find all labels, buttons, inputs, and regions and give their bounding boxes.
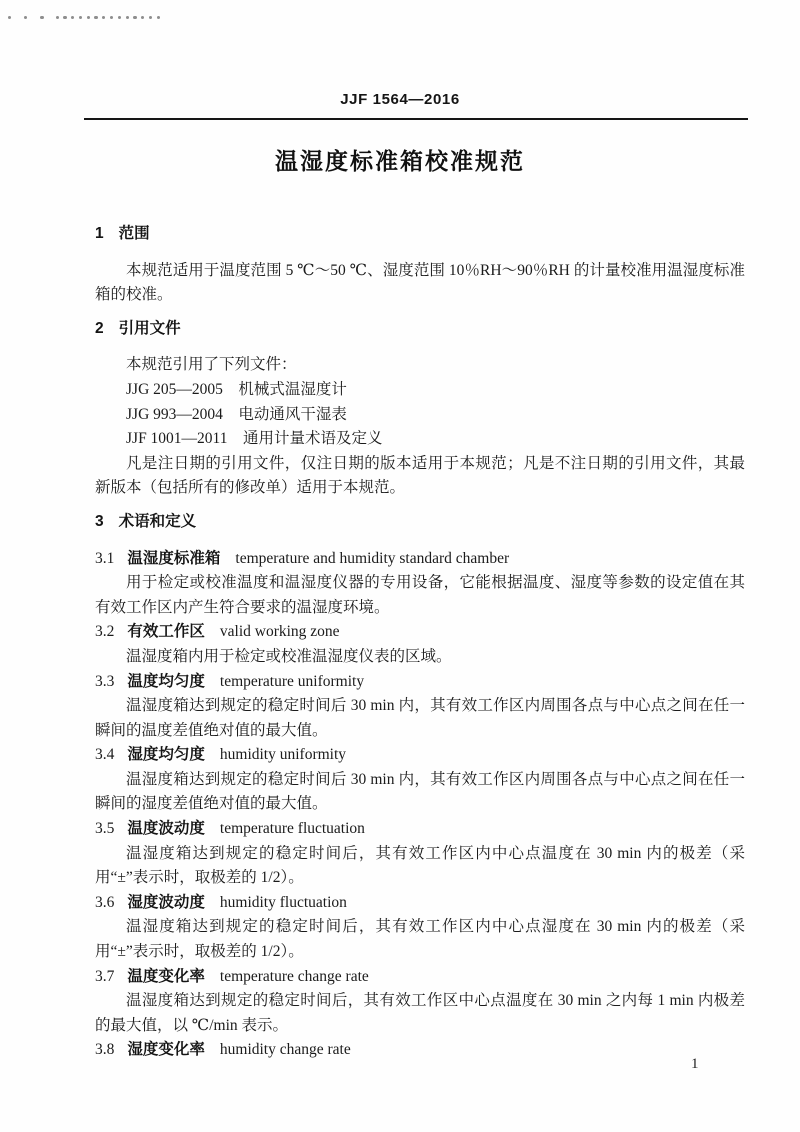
binding-dot (94, 16, 97, 19)
binding-dot (126, 16, 129, 19)
term-number: 3.7 (95, 967, 115, 985)
term-name-en: temperature change rate (219, 967, 369, 985)
section-number: 2 (95, 319, 104, 337)
paragraph: 本规范适用于温度范围 5 ℃～50 ℃、湿度范围 10％RH～90％RH 的计量校准用温湿度标准箱的校准。 (95, 261, 745, 304)
term-name-zh: 温度波动度 (127, 820, 205, 838)
binding-dot (56, 16, 59, 19)
section-title: 术语和定义 (118, 512, 197, 530)
dot-group (56, 16, 160, 19)
binding-dot (71, 16, 74, 19)
binding-dot (63, 16, 66, 19)
term-name-zh: 温度均匀度 (127, 672, 205, 690)
term-number: 3.8 (95, 1041, 115, 1059)
term-heading (95, 547, 745, 572)
paragraph: 温湿度箱达到规定的稳定时间后 30 min 内，其有效工作区内周围各点与中心点之间在任一瞬间的湿度差值绝对值的最大值。 (95, 770, 745, 813)
page-number: 1 (691, 1056, 699, 1072)
term-name-en: humidity uniformity (219, 746, 347, 764)
binding-dot (118, 16, 121, 19)
section-heading (95, 317, 745, 342)
term-name-en: humidity change rate (219, 1041, 351, 1059)
term-number: 3.5 (95, 820, 115, 838)
term-heading (95, 620, 745, 645)
term-name-zh: 湿度波动度 (127, 893, 205, 911)
paragraph: 温湿度箱内用于检定或校准温湿度仪表的区域。 (126, 647, 452, 665)
term-heading (95, 670, 745, 695)
term-number: 3.2 (95, 623, 115, 641)
term-name-en: temperature and humidity standard chamber (235, 549, 510, 567)
paragraph: 凡是注日期的引用文件，仅注日期的版本适用于本规范；凡是不注日期的引用文件，其最新版本（包括所有的修改单）适用于本规范。 (95, 454, 745, 497)
term-number: 3.6 (95, 893, 115, 911)
section-heading (95, 222, 745, 247)
binding-dot (40, 16, 43, 19)
term-name-zh: 湿度均匀度 (127, 746, 205, 764)
term-number: 3.4 (95, 746, 115, 764)
section-heading (95, 510, 745, 535)
paragraph: 温湿度箱达到规定的稳定时间后，其有效工作区中心点温度在 30 min 之内每 1 min 内极差的最大值，以 ℃/min 表示。 (95, 992, 745, 1034)
paragraph: 用于检定或校准温度和温湿度仪器的专用设备，它能根据温度、湿度等参数的设定值在其有效工作区内产生符合要求的温湿度环境。 (95, 574, 745, 616)
paragraph: 温湿度箱达到规定的稳定时间后 30 min 内，其有效工作区内周围各点与中心点之间在任一瞬间的温度差值绝对值的最大值。 (95, 697, 745, 739)
section-title: 范围 (118, 225, 150, 242)
binding-dot (24, 16, 27, 19)
section-number: 1 (95, 225, 104, 242)
page-title: 温湿度标准箱校准规范 (275, 148, 525, 175)
reference-item: JJG 993—2004 电动通风干湿表 (126, 405, 347, 423)
header-rule (84, 118, 748, 120)
binding-dot (149, 16, 152, 19)
term-name-zh: 温度变化率 (127, 967, 205, 985)
paragraph: 温湿度箱达到规定的稳定时间后，其有效工作区内中心点湿度在 30 min 内的极差（采用“±”表示时，取极差的 1/2）。 (95, 918, 745, 961)
reference-item: JJF 1001—2011 通用计量术语及定义 (126, 430, 383, 448)
binding-dot (133, 16, 136, 19)
reference-item: JJG 205—2005 机械式温湿度计 (126, 380, 347, 398)
binding-dot (79, 16, 82, 19)
spec-code: JJF 1564—2016 (340, 91, 460, 108)
term-number: 3.3 (95, 672, 115, 690)
paragraph: 温湿度箱达到规定的稳定时间后，其有效工作区内中心点温度在 30 min 内的极差（采用“±”表示时，取极差的 1/2）。 (95, 844, 745, 887)
term-heading (95, 817, 745, 842)
term-name-zh: 湿度变化率 (127, 1041, 205, 1059)
term-name-en: valid working zone (219, 623, 340, 641)
document-body (95, 222, 745, 1063)
term-name-zh: 有效工作区 (127, 623, 205, 641)
section-number: 3 (95, 512, 104, 530)
dot-group (8, 16, 44, 19)
term-name-en: temperature uniformity (219, 672, 365, 690)
term-number: 3.1 (95, 549, 115, 567)
term-name-en: humidity fluctuation (219, 893, 347, 911)
term-name-zh: 温湿度标准箱 (127, 549, 221, 567)
binding-dot (141, 16, 144, 19)
binding-dot (87, 16, 90, 19)
term-heading (95, 891, 745, 916)
perforation-dots (8, 16, 160, 19)
binding-dot (110, 16, 113, 19)
term-heading (95, 1038, 745, 1063)
term-name-en: temperature fluctuation (219, 820, 365, 838)
binding-dot (157, 16, 160, 19)
paragraph: 本规范引用了下列文件： (126, 356, 297, 374)
term-heading (95, 965, 745, 990)
binding-dot (8, 16, 11, 19)
section-title: 引用文件 (118, 319, 181, 337)
term-heading (95, 743, 745, 768)
binding-dot (102, 16, 105, 19)
